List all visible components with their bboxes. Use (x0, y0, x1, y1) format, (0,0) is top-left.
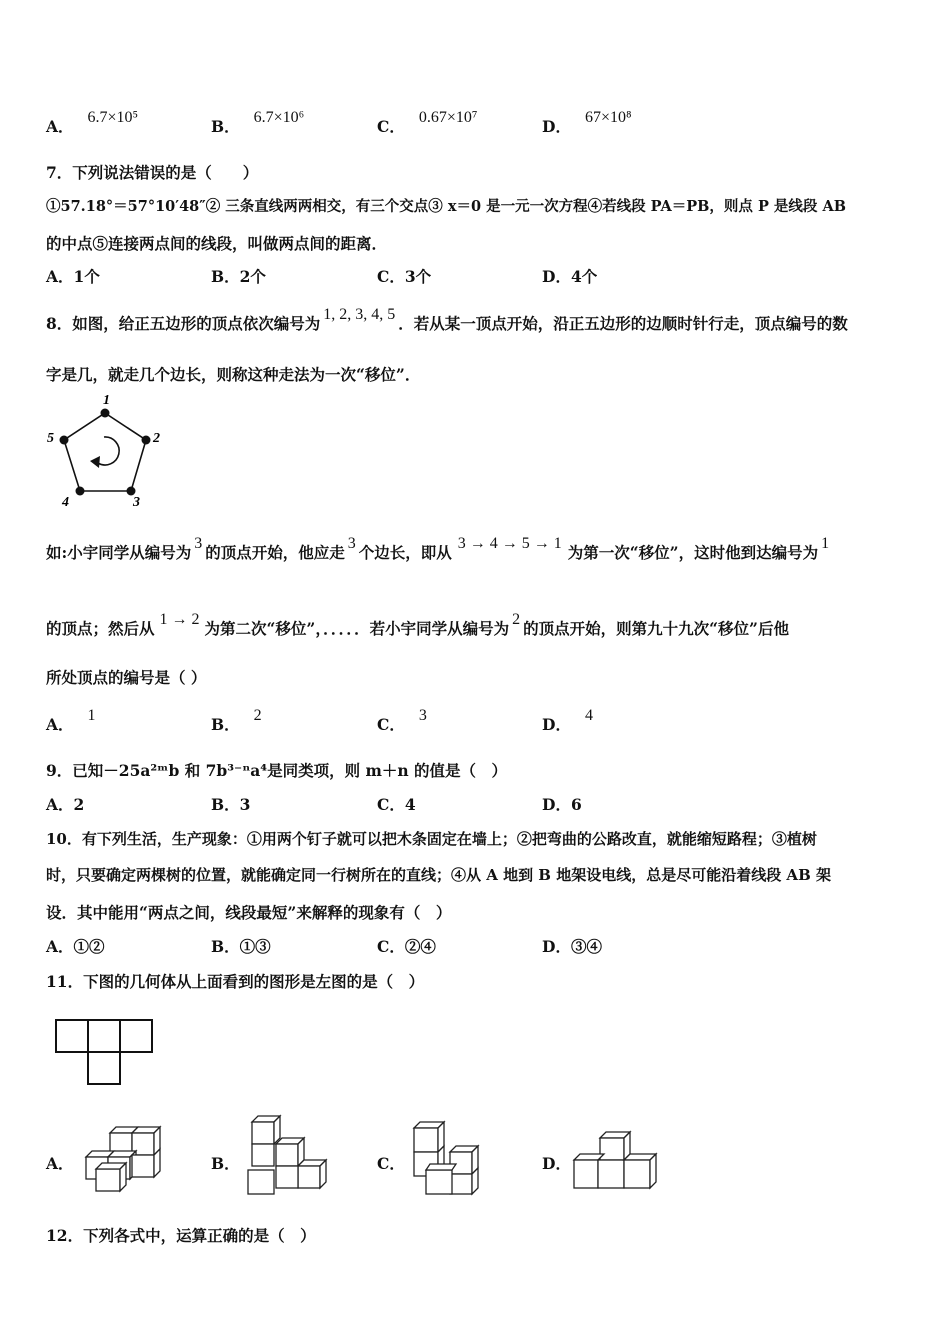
q7-statement-line2: 的中点⑤连接两点间的线段，叫做两点间的距离． (46, 234, 388, 253)
q12-title: 12．下列各式中，运算正确的是（ ） (46, 1226, 316, 1245)
q11-title: 11．下图的几何体从上面看到的图形是左图的是（ ） (46, 972, 425, 991)
q6-option-b: B． 6.7×10⁶ (211, 109, 305, 136)
q11-option-c-label: C． (377, 1154, 405, 1173)
q11-option-a-label: A． (46, 1154, 74, 1173)
clockwise-arrow-icon (98, 437, 119, 465)
q8-option-d: D． 4 (542, 707, 593, 734)
q11-option-d-label: D． (542, 1154, 571, 1173)
vertex-label-1: 1 (103, 393, 110, 408)
q7-title: 7．下列说法错误的是（ ） (46, 163, 259, 182)
vertex-label-3: 3 (133, 495, 140, 510)
q10-statement-line3: 设．其中能用“两点之间，线段最短”来解释的现象有（ ） (46, 903, 452, 922)
q8-option-c: C． 3 (377, 707, 427, 734)
q11-option-c-figure (408, 1118, 488, 1200)
vertex-label-5: 5 (47, 431, 54, 446)
vertex-1-dot (101, 409, 110, 418)
q9-option-b: B．3 (211, 795, 251, 814)
q8-statement-line5: 所处顶点的编号是（ ） (46, 668, 207, 687)
q6-option-d: D． 67×10⁸ (542, 109, 632, 136)
q8-option-a: A． 1 (46, 707, 96, 734)
vertex-label-4: 4 (62, 495, 69, 510)
q9-option-d: D．6 (542, 795, 582, 814)
q10-option-b: B．①③ (211, 937, 271, 956)
q7-statement-line1: ①57.18°＝57°10′48″② 三条直线两两相交，有三个交点③ x＝0 是一元一次方程④若线段 PA＝PB，则点 P 是线段 AB (46, 198, 846, 215)
q7-option-c: C．3个 (377, 267, 432, 286)
q6-option-a: A． 6.7×10⁵ (46, 109, 139, 136)
vertex-label-2: 2 (153, 431, 160, 446)
q8-statement-line2: 字是几，就走几个边长，则称这种走法为一次“移位”． (46, 365, 421, 384)
q8-example-line1: 如:小宇同学从编号为 3 的顶点开始，他应走 3 个边长，即从 3 → 4 → 5 → 1 为第一次“移位”，这时他到达编号为 1 (46, 535, 830, 562)
q7-option-a: A．1个 (46, 267, 100, 286)
q8-option-b: B． 2 (211, 707, 262, 734)
q7-option-d: D．4个 (542, 267, 598, 286)
q10-option-c: C．②④ (377, 937, 436, 956)
pentagon-figure (40, 390, 175, 510)
vertex-2-dot (142, 436, 151, 445)
q11-option-b-figure (240, 1112, 330, 1200)
vertex-5-dot (60, 436, 69, 445)
q7-option-b: B．2个 (211, 267, 266, 286)
q9-option-c: C．4 (377, 795, 416, 814)
q9-title: 9．已知－25a²ᵐb 和 7b³⁻ⁿa⁴是同类项，则 m＋n 的值是（ ） (46, 761, 508, 780)
q11-option-b-label: B． (211, 1154, 240, 1173)
q10-statement-line2: 时，只要确定两棵树的位置，就能确定同一行树所在的直线；④从 A 地到 B 地架设电线，总是尽可能沿着线段 AB 架 (46, 866, 831, 884)
q9-option-a: A．2 (46, 795, 85, 814)
q8-example-line2: 的顶点；然后从 1 → 2 为第二次“移位”，．．．．．若小宇同学从编号为 2 的顶点开始，则第九十九次“移位”后他 (46, 611, 789, 638)
q6-option-c: C． 0.67×10⁷ (377, 109, 478, 136)
q11-option-d-figure (570, 1128, 665, 1196)
q10-statement-line1: 10．有下列生活，生产现象：①用两个钉子就可以把木条固定在墙上；②把弯曲的公路改直，就能缩短路程；③植树 (46, 830, 817, 848)
top-view-figure (54, 1018, 154, 1086)
vertex-4-dot (76, 487, 85, 496)
q11-option-a-figure (80, 1125, 170, 1195)
q10-option-a: A．①② (46, 937, 105, 956)
q10-option-d: D．③④ (542, 937, 602, 956)
q8-statement-line1: 8．如图，给正五边形的顶点依次编号为 1, 2, 3, 4, 5 ．若从某一顶点开始，沿正五边形的边顺时针行走，顶点编号的数 (46, 306, 848, 333)
